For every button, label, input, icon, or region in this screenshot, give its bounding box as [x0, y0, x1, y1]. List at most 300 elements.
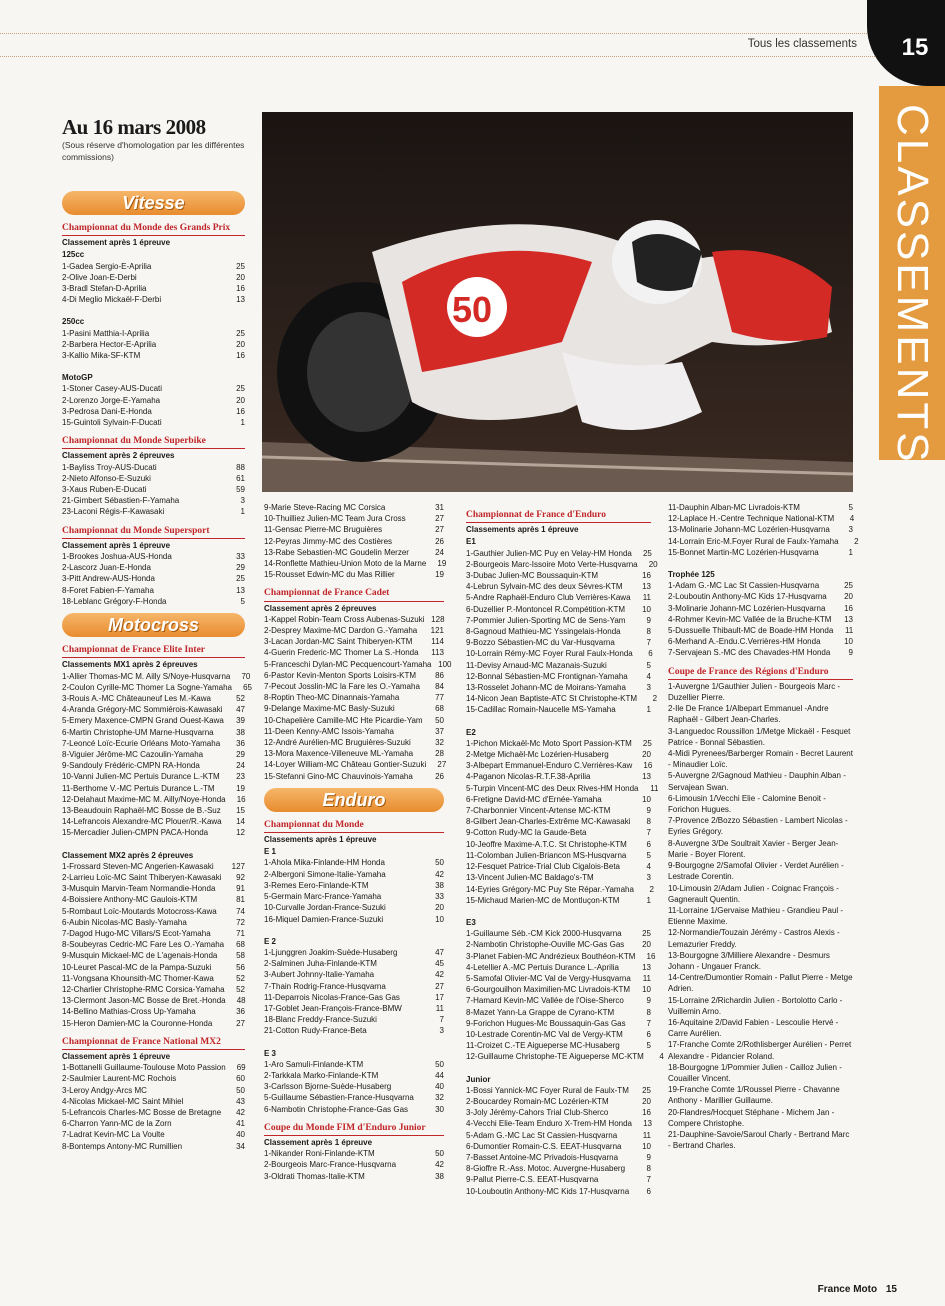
section-banner: Enduro: [264, 788, 444, 812]
points: 25: [236, 384, 245, 394]
subheading: E3: [466, 917, 476, 927]
rider-entry: 11-Croizet C.-TE Aigueperse MC-Husaberg: [466, 1041, 620, 1051]
points: 32: [435, 738, 444, 748]
result-row: [466, 850, 651, 861]
rider-entry: 21-Gimbert Sébastien-F-Yamaha: [62, 496, 180, 506]
result-row: [466, 604, 651, 615]
rider-entry: 10-Thuilliez Julien-MC Team Jura Cross: [264, 514, 406, 524]
points: 15: [236, 805, 245, 815]
rider-entry: 12-Guillaume Christophe-TE Aigueperse MC-KTM: [466, 1052, 644, 1062]
points: 5: [240, 596, 245, 606]
rider-entry: 9-Musquin Mickael-MC de L'agenais-Honda: [62, 951, 218, 961]
rider-entry: 1-Aro Samuli-Finlande-KTM: [264, 1059, 364, 1069]
points: 13: [642, 962, 651, 972]
points: 52: [236, 984, 245, 994]
result-row: [62, 827, 245, 838]
result-row: [466, 1029, 651, 1040]
result-row: [62, 573, 245, 584]
spacer: [466, 906, 651, 916]
result-row: [466, 884, 654, 895]
rider-entry: 5-Emery Maxence-CMPN Grand Ouest-Kawa: [62, 716, 224, 726]
points: 48: [236, 996, 246, 1006]
result-row: [62, 585, 245, 596]
result-row: [264, 857, 444, 868]
column-4: [668, 502, 859, 1151]
points: 27: [437, 760, 447, 770]
result-row: [264, 681, 444, 692]
result-row: [264, 1059, 444, 1070]
points: 6: [646, 1186, 651, 1196]
points: 8: [646, 627, 651, 637]
result-row: [466, 749, 651, 760]
points: 25: [642, 929, 651, 939]
points: 4: [646, 862, 651, 872]
page-title: Au 16 mars 2008: [62, 115, 206, 139]
rider-entry: 6-Duzellier P.-Montoncel R.Compétition-KTM: [466, 604, 626, 614]
points: 1: [646, 895, 651, 905]
result-row: [466, 760, 651, 771]
points: 11: [642, 1130, 651, 1140]
points: 9: [646, 996, 651, 1006]
points: 10: [642, 604, 651, 614]
points: 81: [236, 895, 245, 905]
result-row: [264, 513, 444, 524]
rider-entry: 13-Rosselet Johann-MC de Moirans-Yamaha: [466, 683, 626, 693]
rider-entry: 4-Rohmer Kevin-MC Vallée de la Bruche-KTM: [668, 614, 832, 624]
rider-entry: 6-Merhand A.-Endu.C.Verrières-HM Honda: [668, 637, 821, 647]
result-row: [466, 939, 651, 950]
rider-entry: 11-Gensac Pierre-MC Bruguières: [264, 525, 383, 535]
points: 19: [437, 559, 447, 569]
rider-entry: 10-Louboutin Anthony-MC Kids 17-Husqvarna: [466, 1186, 630, 1196]
points: 44: [435, 1070, 444, 1080]
team-result: 10-Limousin 2/Adam Julien - Coignac François - Gagnerault Quentin.: [668, 883, 839, 904]
result-row: [466, 995, 651, 1006]
page-number: 15: [901, 34, 929, 61]
result-row: [264, 569, 444, 580]
rider-entry: 5-Franceschi Dylan-MC Pecquencourt-Yamaha: [264, 659, 432, 669]
points: 92: [236, 872, 245, 882]
points: 4: [646, 671, 651, 681]
points: 41: [236, 1119, 245, 1129]
spacer: [466, 1063, 651, 1073]
result-row: [62, 417, 245, 428]
points: 9: [646, 1152, 651, 1162]
result-row: [62, 328, 245, 339]
rider-entry: 11-Vongsana Khounsith-MC Thomer-Kawa: [62, 973, 214, 983]
points: 3: [439, 1026, 444, 1036]
result-row: [62, 272, 245, 283]
points: 20: [236, 395, 245, 405]
rider-entry: 18-Blanc Freddy-France-Suzuki: [264, 1015, 377, 1025]
points: 33: [435, 892, 444, 902]
result-row: [668, 614, 853, 625]
result-row: [62, 939, 245, 950]
points: 20: [642, 750, 651, 760]
rider-entry: 2-Larrieu Loïc-MC Saint Thiberyen-Kawasaki: [62, 872, 222, 882]
rider-entry: 10-Jeoffre Maxime-A.T.C. St Christophe-KTM: [466, 839, 627, 849]
rider-entry: 7-Leoncé Loïc-Ecurie Orléans Moto-Yamaha: [62, 738, 221, 748]
points: 52: [236, 973, 245, 983]
rider-entry: 5-Turpin Vincent-MC des Deux Rives-HM Honda: [466, 783, 639, 793]
points: 27: [435, 981, 444, 991]
rider-entry: 3-Leroy Andgy-Arcs MC: [62, 1085, 147, 1095]
rider-entry: 15-Mercadier Julien-CMPN PACA-Honda: [62, 828, 209, 838]
result-row: [62, 693, 245, 704]
result-row: [62, 484, 245, 495]
rider-entry: 1-Gauthier Julien-MC Puy en Velay-HM Honda: [466, 548, 632, 558]
rider-entry: 3-Pedrosa Dani-E-Honda: [62, 406, 152, 416]
points: 68: [435, 704, 444, 714]
subheading: Classement après 1 épreuve: [62, 1052, 171, 1061]
team-result: 4-Midi Pyrenees/Barberger Romain - Becret Laurent - Minaudier Loïc.: [668, 749, 853, 770]
spacer: [264, 1037, 444, 1047]
rider-entry: 4-Vecchi Elie-Team Enduro X-Trem-HM Honda: [466, 1119, 632, 1129]
result-row: [466, 615, 651, 626]
rider-entry: 5-Germain Marc-France-Yamaha: [264, 892, 382, 902]
rider-entry: 14-Lefrancois Alexandre-MC Plouer/R.-Kawa: [62, 817, 222, 827]
result-row: [466, 1174, 651, 1185]
rider-entry: 11-Devisy Arnaud-MC Mazanais-Suzuki: [466, 660, 607, 670]
championship-heading: Championnat du Monde Supersport: [62, 526, 245, 539]
rider-entry: 6-Nambotin Christophe-France-Gas Gas: [264, 1104, 409, 1114]
result-row: [62, 950, 245, 961]
points: 1: [240, 507, 245, 517]
rider-entry: 3-Joly Jérémy-Cahors Trial Club-Sherco: [466, 1108, 609, 1118]
rider-entry: 6-Aubin Nicolas-MC Basly-Yamaha: [62, 917, 187, 927]
result-row: [466, 1040, 651, 1051]
team-result: 18-Bourgogne 1/Pommier Julien - Cailloz Julien - Couailler Vincent.: [668, 1062, 842, 1083]
rider-entry: 8-Gilbert Jean-Charles-Extrême MC-Kawasaki: [466, 817, 631, 827]
points: 1: [240, 418, 245, 428]
points: 16: [844, 603, 853, 613]
points: 20: [642, 1096, 651, 1106]
points: 24: [236, 761, 245, 771]
points: 50: [435, 715, 444, 725]
result-row: [264, 1014, 444, 1025]
rider-entry: 9-Bozzo Sébastien-MC du Var-Husqvarna: [466, 638, 615, 648]
rider-entry: 6-Martin Christophe-UM Marne-Husqvarna: [62, 727, 214, 737]
points: 6: [646, 1029, 651, 1039]
points: 33: [236, 552, 245, 562]
rider-entry: 11-Deparrois Nicolas-France-Gas Gas: [264, 992, 400, 1002]
result-row: [264, 703, 444, 714]
subtitle-note: (Sous réserve d'homologation par les différentes commissions): [62, 140, 245, 162]
points: 1: [848, 547, 853, 557]
points: 37: [435, 726, 444, 736]
points: 20: [236, 339, 245, 349]
points: 5: [848, 503, 853, 512]
team-result: 1-Auvergne 1/Gauthier Julien - Bourgeois Marc - Duzellier Pierre.: [668, 681, 841, 703]
rider-entry: 2-Tarkkala Marko-Finlande-KTM: [264, 1070, 379, 1080]
result-row: [466, 951, 656, 962]
magazine-name: France Moto: [817, 1284, 878, 1295]
result-row: [62, 495, 245, 506]
result-row: [62, 682, 252, 693]
result-row: [264, 981, 444, 992]
rider-entry: 8-Viguier Jérôme-MC Cazoulin-Yamaha: [62, 749, 204, 759]
points: 36: [236, 1007, 245, 1017]
running-head: Tous les classements: [747, 38, 857, 50]
result-row: [466, 592, 651, 603]
result-row: [62, 872, 245, 883]
points: 70: [241, 671, 251, 681]
points: 19: [435, 570, 444, 580]
points: 8: [646, 1164, 651, 1174]
points: 20: [844, 592, 853, 602]
rider-entry: 15-Guintoli Sylvain-F-Ducati: [62, 418, 162, 428]
page-footer: [818, 1284, 897, 1295]
result-row: [466, 559, 658, 570]
rider-entry: 3-Albepart Emmanuel-Enduro C.Verrières-Kaw: [466, 761, 633, 771]
points: 88: [236, 462, 245, 472]
points: 10: [844, 637, 853, 647]
result-row: [264, 1171, 444, 1182]
result-row: [264, 969, 444, 980]
rider-entry: 2-Louboutin Anthony-MC Kids 17-Husqvarna: [668, 592, 827, 602]
rider-entry: 4-Letellier A.-MC Pertuis Durance L.-Aprilia: [466, 962, 619, 972]
result-row: [264, 880, 444, 891]
result-row: [264, 625, 444, 636]
section-banner: Motocross: [62, 613, 245, 637]
rider-entry: 1-Bottanelli Guillaume-Toulouse Moto Passion: [62, 1063, 226, 1073]
points: 128: [431, 614, 445, 624]
rider-entry: 5-Adam G.-MC Lac St Cassien-Husqvarna: [466, 1130, 618, 1140]
rider-entry: 3-Molinarie Johann-MC Lozérien-Husqvarna: [668, 603, 826, 613]
points: 24: [435, 547, 444, 557]
rider-entry: 14-Nicon Jean Baptiste-ATC St Christophe-KTM: [466, 694, 638, 704]
rider-entry: 2-Boucardey Romain-MC Lozérien-KTM: [466, 1096, 609, 1106]
result-row: [62, 261, 245, 272]
rider-entry: 17-Goblet Jean-François-France-BMW: [264, 1003, 402, 1013]
rider-entry: 7-Ladrat Kevin-MC La Voulte: [62, 1130, 165, 1140]
points: 11: [642, 973, 651, 983]
rider-entry: 10-Vanni Julien-MC Pertuis Durance L.-KTM: [62, 772, 220, 782]
rider-entry: 6-Charron Yann-MC de la Zorn: [62, 1119, 172, 1129]
rider-illustration: [262, 112, 853, 492]
team-result: 7-Provence 2/Bozzo Sébastien - Lambert Nicolas - Eyries Grégory.: [668, 816, 848, 837]
points: 16: [236, 406, 245, 416]
rider-entry: 14-Loyer William-MC Château Gontier-Suzuki: [264, 760, 427, 770]
result-row: [62, 350, 245, 361]
result-row: [466, 1152, 651, 1163]
points: 42: [236, 1108, 245, 1118]
rider-entry: 6-Gourgouilhon Maximilien-MC Livradois-KTM: [466, 985, 631, 995]
result-row: [264, 692, 444, 703]
points: 61: [236, 473, 245, 483]
points: 27: [236, 1018, 245, 1028]
rider-entry: 1-Bayliss Troy-AUS-Ducati: [62, 462, 157, 472]
rider-entry: 3-Planet Fabien-MC Andrézieux Bouthéon-KTM: [466, 951, 636, 961]
team-result: 20-Flandres/Hocquet Stéphane - Michem Jan - Compere Christophe.: [668, 1107, 835, 1128]
points: 16: [642, 1108, 651, 1118]
result-row: [264, 726, 444, 737]
subheading: 250cc: [62, 317, 85, 327]
result-row: [62, 506, 245, 517]
rider-entry: 23-Laconi Régis-F-Kawasaki: [62, 507, 165, 517]
rider-entry: 8-Mazet Yann-La Grappe de Cyrano-KTM: [466, 1007, 615, 1017]
result-row: [466, 738, 651, 749]
rider-entry: 3-Rouis A.-MC Châteauneuf Les M.-Kawa: [62, 693, 211, 703]
points: 5: [646, 660, 651, 670]
result-row: [62, 883, 245, 894]
rider-entry: 4-Nicolas Mickael-MC Saint Mihiel: [62, 1096, 184, 1106]
championship-heading: Coupe de France des Régions d'Enduro: [668, 667, 853, 680]
result-row: [62, 1018, 245, 1029]
rider-entry: 2-Metge Michaël-Mc Lozérien-Husaberg: [466, 750, 609, 760]
rider-entry: 2-Desprey Maxime-MC Dardon G.-Yamaha: [264, 626, 418, 636]
championship-heading: Championnat du Monde Superbike: [62, 436, 245, 449]
result-row: [62, 704, 245, 715]
result-row: [466, 626, 651, 637]
subheading: Classements MX1 après 2 épreuves: [62, 660, 198, 670]
points: 30: [435, 1104, 444, 1114]
rider-entry: 2-Lorenzo Jorge-E-Yamaha: [62, 395, 161, 405]
team-result: 16-Aquitaine 2/David Fabien - Lescoulie Hervé - Carre Aurélien.: [668, 1017, 839, 1039]
result-row: [466, 839, 651, 850]
rider-entry: 8-Gagnoud Mathieu-MC Yssingelais-Honda: [466, 627, 621, 637]
points: 13: [643, 1119, 652, 1129]
result-row: [62, 1073, 245, 1084]
points: 34: [236, 1141, 245, 1151]
result-row: [62, 1062, 245, 1073]
result-row: [668, 513, 853, 524]
team-result: 2-Ile De France 1/Albepart Emmanuel -Andre Raphaël - Gilbert Jean-Charles.: [668, 704, 829, 725]
result-row: [466, 648, 651, 659]
rider-entry: 11-Dauphin Alban-MC Livradois-KTM: [668, 503, 800, 512]
points: 42: [435, 1160, 444, 1170]
rider-entry: 3-Remes Eero-Finlande-KTM: [264, 880, 369, 890]
result-row: [62, 771, 245, 782]
result-row: [668, 603, 853, 614]
rider-entry: 2-Albergoni Simone-Italie-Yamaha: [264, 869, 386, 879]
points: 2: [652, 694, 658, 704]
team-result: 12-Normandie/Touzain Jérémy - Castros Alexis - Lemazurier Freddy.: [668, 928, 840, 949]
points: 4: [659, 1052, 664, 1062]
rider-entry: 3-Pitt Andrew-AUS-Honda: [62, 574, 155, 584]
points: 68: [236, 940, 245, 950]
result-row: [264, 748, 444, 759]
rider-entry: 3-Oldrati Thomas-Italie-KTM: [264, 1171, 365, 1181]
spacer: [62, 839, 245, 849]
result-row: [62, 283, 245, 294]
rider-entry: 1-Ljunggren Joakim-Suède-Husaberg: [264, 947, 398, 957]
points: 13: [844, 614, 853, 624]
rider-entry: 4-Paganon Nicolas-R.T.F.38-Aprilia: [466, 772, 591, 782]
rider-entry: 8-Gioffre R.-Ass. Motoc. Auvergne-Husaberg: [466, 1164, 626, 1174]
result-row: [466, 805, 651, 816]
team-result: 11-Lorraine 1/Gervaise Mathieu - Grandieu Paul - Etienne Maxime.: [668, 905, 844, 927]
points: 29: [236, 749, 245, 759]
result-row: [62, 671, 251, 682]
rider-entry: 4-Guerin Frederic-MC Thomer La S.-Honda: [264, 648, 419, 658]
result-row: [264, 536, 444, 547]
result-row: [62, 962, 245, 973]
rider-entry: 5-Andre Raphaël-Enduro Club Verrières-Kawa: [466, 593, 631, 603]
points: 11: [435, 1003, 444, 1013]
result-row: [466, 827, 651, 838]
points: 74: [236, 906, 245, 916]
result-row: [466, 671, 651, 682]
rider-entry: 3-Kallio Mika-SF-KTM: [62, 351, 141, 361]
points: 8: [646, 1007, 651, 1017]
team-result: 17-Franche Comte 2/Rothlisberger Aurélien - Perret Alexandre - Pidancier Roland.: [668, 1040, 852, 1061]
points: 20: [236, 272, 245, 282]
points: 50: [435, 1149, 444, 1159]
rider-entry: 5-Guillaume Sébastien-France-Husqvarna: [264, 1093, 414, 1103]
result-row: [62, 894, 245, 905]
points: 7: [646, 638, 651, 648]
subheading: E 2: [264, 936, 277, 946]
points: 77: [435, 693, 444, 703]
result-row: [62, 1096, 245, 1107]
result-row: [62, 805, 245, 816]
result-row: [62, 715, 245, 726]
rider-entry: 18-Leblanc Grégory-F-Honda: [62, 596, 167, 606]
result-row: [264, 902, 444, 913]
points: 11: [642, 593, 651, 603]
rider-entry: 15-Rousset Edwin-MC du Mas Rillier: [264, 570, 395, 580]
points: 16: [642, 571, 651, 581]
result-row: [62, 973, 245, 984]
result-row: [264, 1159, 444, 1170]
rider-entry: 3-Lacan Jordan-MC Saint Thiberyen-KTM: [264, 637, 413, 647]
rider-entry: 12-André Aurélien-MC Bruguières-Suzuki: [264, 738, 411, 748]
points: 25: [236, 574, 245, 584]
points: 25: [642, 548, 652, 558]
points: 45: [435, 959, 444, 969]
rider-entry: 7-Thain Rodrig-France-Husqvarna: [264, 981, 386, 991]
points: 32: [435, 1093, 444, 1103]
rider-entry: 8-Foret Fabien-F-Yamaha: [62, 585, 154, 595]
rider-entry: 1-Ahola Mika-Finlande-HM Honda: [264, 858, 385, 868]
points: 50: [435, 1059, 444, 1069]
subheading: Classement MX2 après 2 épreuves: [62, 850, 194, 860]
subheading: E2: [466, 727, 476, 737]
rider-entry: 1-Adam G.-MC Lac St Cassien-Husqvarna: [668, 581, 820, 591]
result-row: [466, 984, 651, 995]
result-row: [466, 861, 651, 872]
points: 59: [236, 485, 245, 495]
rider-entry: 1-Bossi Yannick-MC Foyer Rural de Faulx-TM: [466, 1085, 629, 1095]
points: 39: [236, 716, 245, 726]
rider-entry: 14-Bellino Mathias-Cross Up-Yamaha: [62, 1007, 196, 1017]
rider-entry: 5-Dussuelle Thibault-MC de Boade-HM Honda: [668, 626, 834, 636]
result-row: [264, 1104, 444, 1115]
points: 5: [646, 1041, 651, 1051]
points: 19: [236, 783, 245, 793]
championship-heading: Championnat du Monde: [264, 820, 444, 833]
rider-entry: 14-Eyries Grégory-MC Puy Ste Répar.-Yamaha: [466, 884, 634, 894]
result-row: [466, 794, 651, 805]
team-result: 6-Limousin 1/Vecchi Elie - Calomine Benoit - Forichon Hugues.: [668, 793, 826, 815]
result-row: [668, 625, 853, 636]
team-result: 21-Dauphine-Savoie/Saroul Charly - Bertrand Marc - Bertrand Charles.: [668, 1129, 850, 1151]
result-row: [264, 524, 444, 535]
rider-entry: 6-Fretigne David-MC d'Ernée-Yamaha: [466, 794, 602, 804]
rider-entry: 7-Pecout Josslin-MC la Fare les O.-Yamaha: [264, 682, 420, 692]
points: 9: [646, 806, 651, 816]
result-row: [466, 771, 651, 782]
result-row: [264, 737, 444, 748]
rider-entry: 3-Xaus Ruben-E-Ducati: [62, 485, 147, 495]
points: 1: [646, 705, 651, 715]
subheading: E1: [466, 537, 476, 547]
rider-entry: 13-Rabe Sebastien-MC Goudelin Merzer: [264, 547, 409, 557]
subheading: 125cc: [62, 250, 85, 260]
points: 16: [236, 284, 245, 294]
points: 23: [236, 772, 245, 782]
